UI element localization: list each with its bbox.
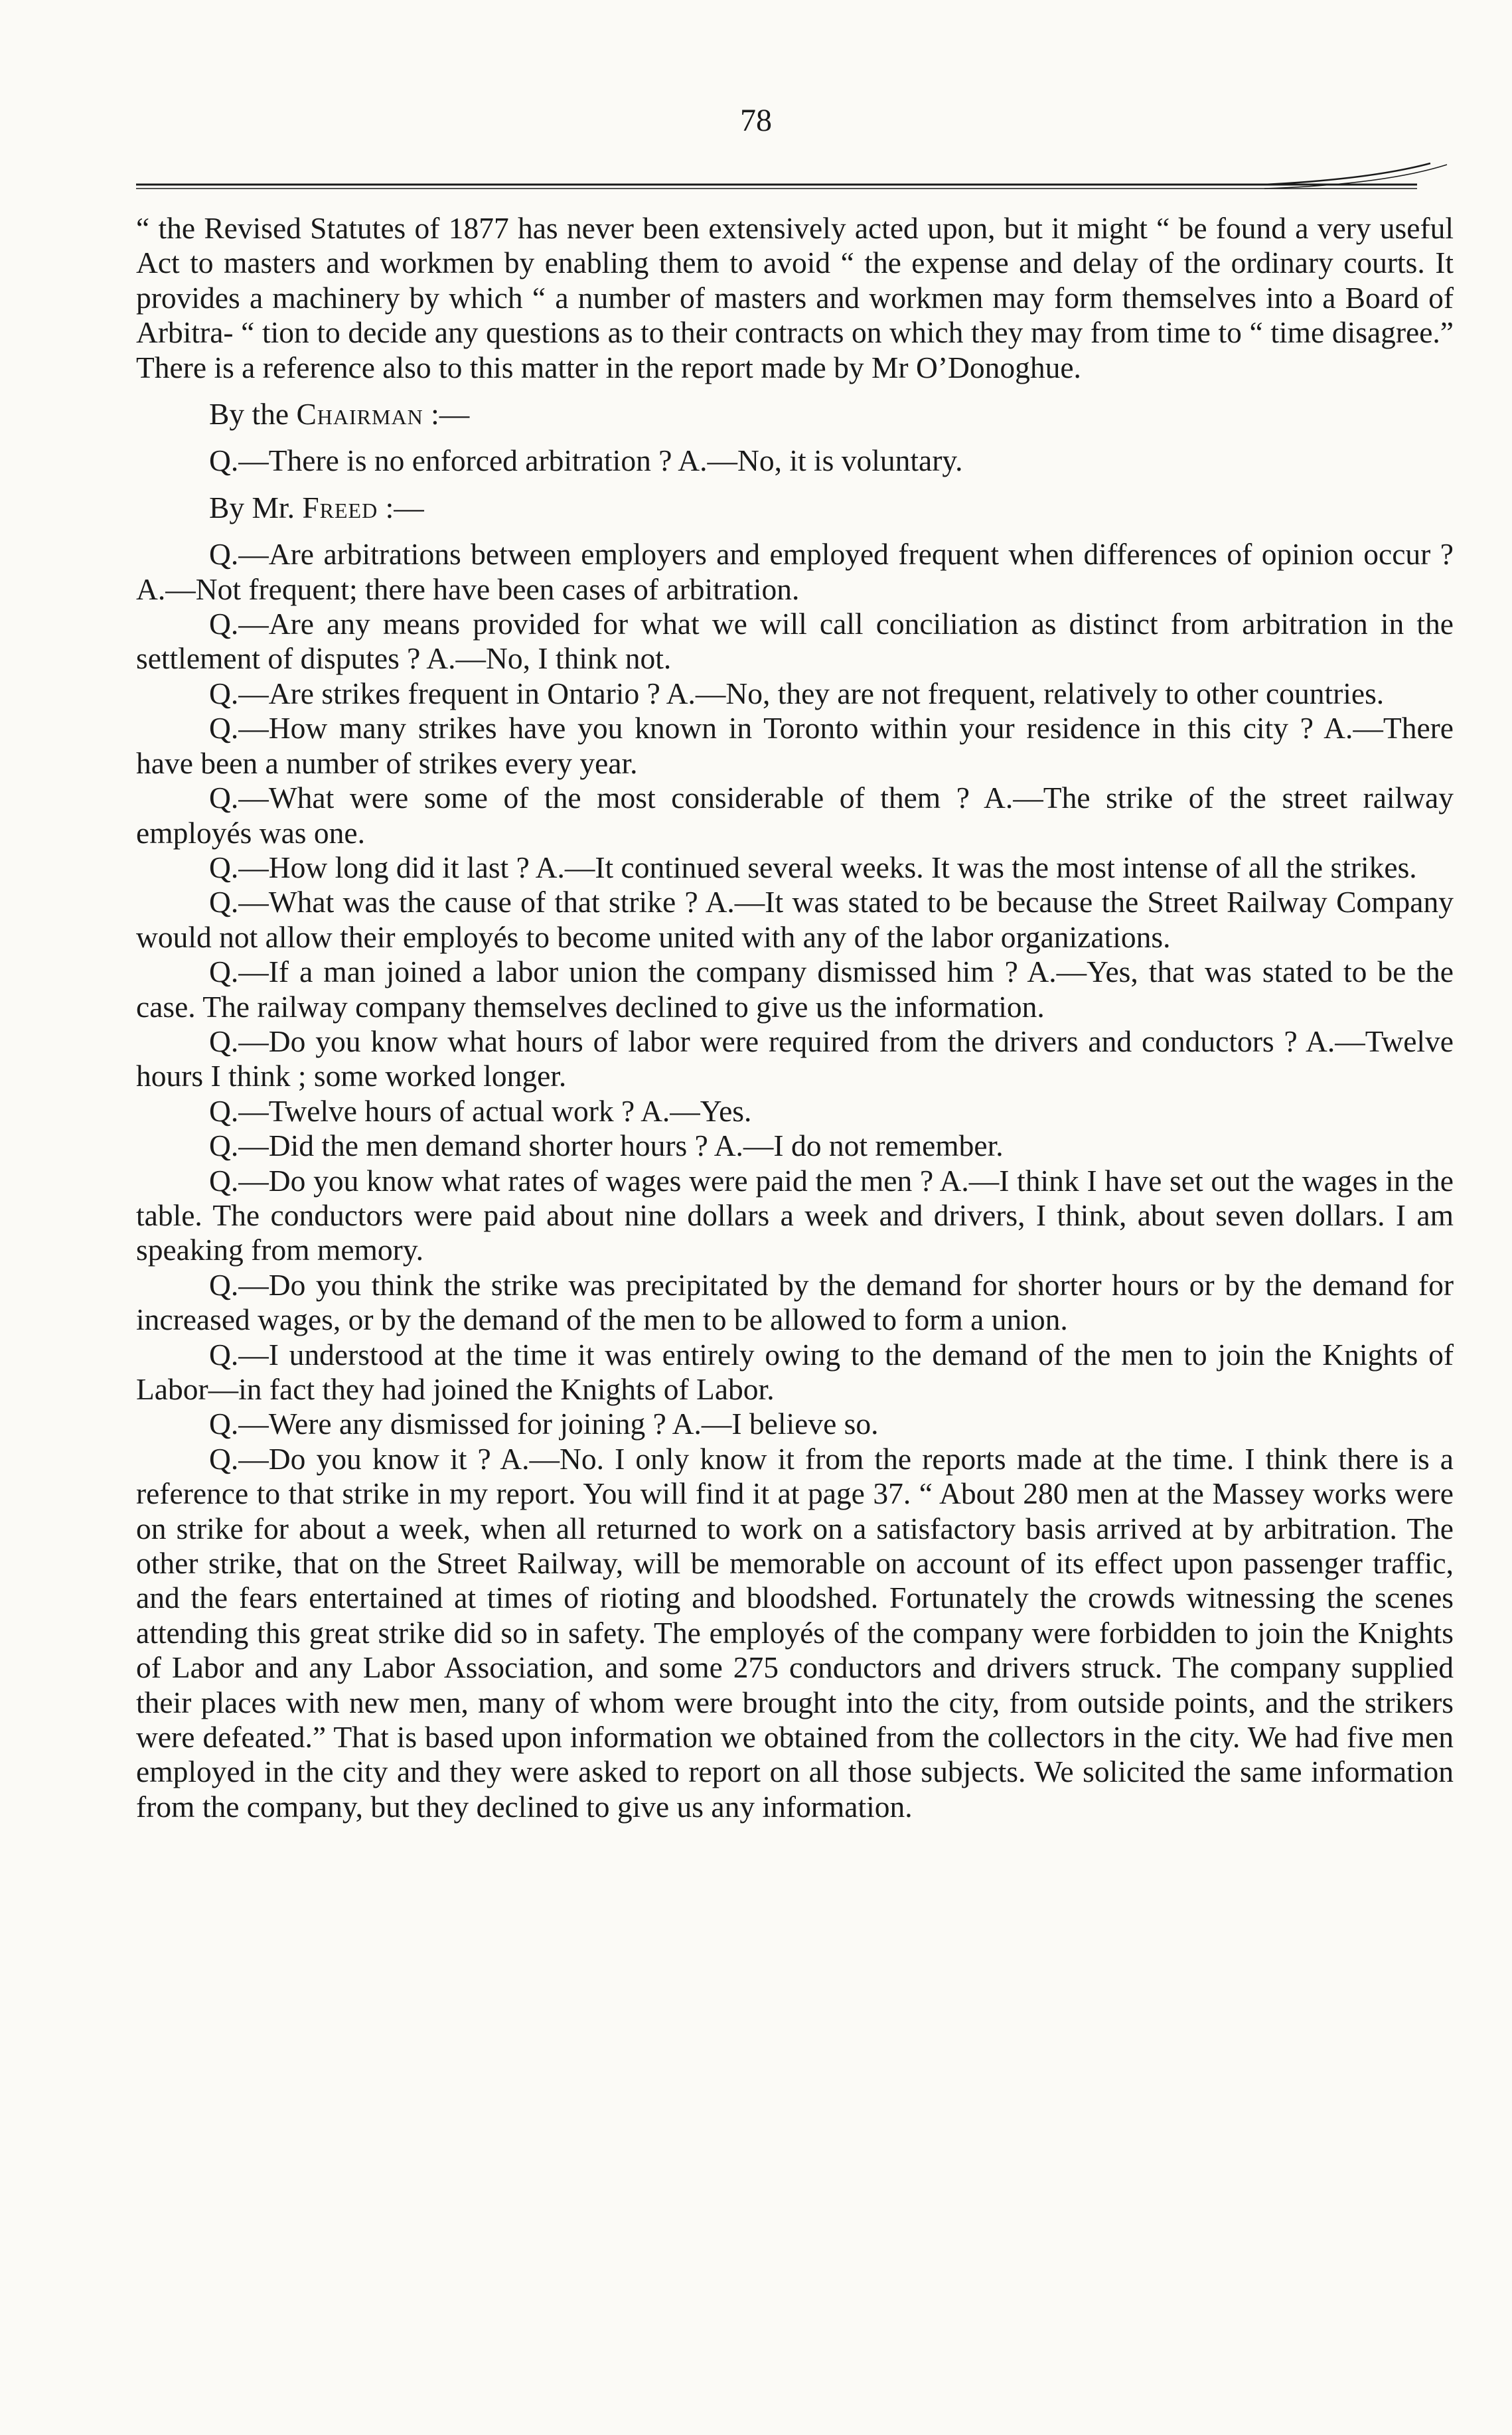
question-answer: Q.—Are any means provided for what we will call conciliation as distinct from arbitration in the settlement of disputes ? A.—No, I think not. xyxy=(136,607,1454,676)
speaker-prefix: By the xyxy=(209,397,289,432)
question-answer: Q.—What was the cause of that strike ? A.—It was stated to be because the Street Railway Company would not allow their employés to become united with any of the labor organizations. xyxy=(136,885,1454,954)
question-answer: Q.—Are strikes frequent in Ontario ? A.—No, they are not frequent, relatively to other countries. xyxy=(209,676,1385,710)
question-answer: Q.—If a man joined a labor union the company dismissed him ? A.—Yes, that was stated to be the case. The railway company themselves declined to give us the information. xyxy=(136,955,1454,1024)
question-answer: Q.—Were any dismissed for joining ? A.—I believe so. xyxy=(209,1407,879,1441)
question-answer: Q.—How many strikes have you known in Toronto within your residence in this city ? A.—There have been a number of strikes every year. xyxy=(136,711,1454,780)
speaker-suffix: :— xyxy=(423,397,470,432)
speaker-prefix: By Mr. xyxy=(209,490,295,524)
question-answer: Q.—I understood at the time it was entirely owing to the demand of the men to join the Knights of Labor—in fact they had joined the Knights of Labor. xyxy=(136,1337,1454,1406)
speaker-name: Freed xyxy=(302,490,378,524)
page-number: 78 xyxy=(740,103,772,138)
question-answer: Q.—Did the men demand shorter hours ? A.—I do not remember. xyxy=(209,1129,1004,1163)
question-answer: Q.—Do you know what hours of labor were required from the drivers and conductors ? A.—Twelve hours I think ; some worked longer. xyxy=(136,1024,1454,1093)
paragraph: “ the Revised Statutes of 1877 has never been extensively acted upon, but it might “ be found a very useful Act to masters and workmen by enabling them to avoid “ the expense and delay of the ordinary courts. It provides a machinery by which “ a number of masters and workmen may form themselves into a Board of Arbitra- “ tion to decide any questions as to their contracts on which they may from time to “ time disagree.” There is a reference also to this matter in the report made by Mr O’Donoghue. xyxy=(136,211,1454,384)
question-answer: Q.—Do you know it ? A.—No. I only know it from the reports made at the time. I think there is a reference to that strike in my report. You will find it at page 37. “ About 280 men at the Massey works were on strike for about a week, when all returned to work on a satisfactory basis arrived at by arbitration. The other strike, that on the Street Railway, will be memorable on account of its effect upon passenger traffic, and the fears entertained at times of rioting and bloodshed. Fortunately the crowds witnessing the scenes attending this great strike did so in safety. The employés of the company were forbidden to join the Knights of Labor and any Labor Association, and some 275 conductors and drivers struck. The company supplied their places with new men, many of whom were brought into the city, from outside points, and the strikers were defeated.” That is based upon information we obtained from the collectors in the city. We had five men employed in the city and they were asked to report on all those subjects. We solicited the same information from the company, but they declined to give us any information. xyxy=(136,1441,1454,1824)
body-text xyxy=(136,211,1454,1824)
question-answer: Q.—How long did it last ? A.—It continued several weeks. It was the most intense of all the strikes. xyxy=(209,850,1417,884)
header-rule xyxy=(136,162,1454,191)
question-answer: Q.—There is no enforced arbitration ? A.—No, it is voluntary. xyxy=(209,443,963,478)
speaker-name: Chairman xyxy=(296,397,423,432)
question-answer: Q.—Do you think the strike was precipitated by the demand for shorter hours or by the demand for increased wages, or by the demand of the men to be allowed to form a union. xyxy=(136,1267,1454,1337)
question-answer: Q.—What were some of the most considerable of them ? A.—The strike of the street railway employés was one. xyxy=(136,781,1454,850)
speaker-heading xyxy=(136,397,1454,432)
question-answer: Q.—Are arbitrations between employers and employed frequent when differences of opinion occur ? A.—Not frequent; there have been cases of arbitration. xyxy=(136,537,1454,606)
speaker-heading xyxy=(136,491,1454,525)
speaker-suffix: :— xyxy=(378,490,424,524)
question-answer: Q.—Do you know what rates of wages were paid the men ? A.—I think I have set out the wages in the table. The conductors were paid about nine dollars a week and drivers, I think, about seven dollars. I am speaking from memory. xyxy=(136,1163,1454,1267)
question-answer: Q.—Twelve hours of actual work ? A.—Yes. xyxy=(209,1093,752,1128)
